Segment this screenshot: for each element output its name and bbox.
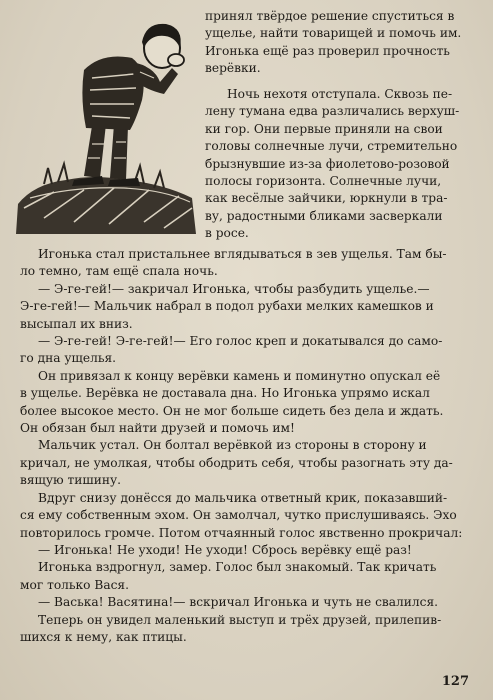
text-line: верёвки. <box>205 61 261 76</box>
text-line: — Э-ге-гей!— закричал Игонька, чтобы разбудить ущелье.— <box>38 281 430 296</box>
text-line: головы солнечные лучи, стремительно <box>205 139 458 154</box>
text-line: ло темно, там ещё спала ночь. <box>20 264 218 279</box>
text-line: — Э-ге-гей! Э-ге-гей!— Его голос креп и докатывался до само- <box>38 334 443 349</box>
text-line: ки гор. Они первые приняли на свои <box>205 121 443 136</box>
text-line: как весёлые зайчики, юркнули в тра- <box>205 191 448 206</box>
text-line: го дна ущелья. <box>20 351 117 366</box>
text-line: более высокое место. Он не мог больше сидеть без дела и ждать. <box>20 403 444 418</box>
text-line: принял твёрдое решение спуститься в <box>205 9 455 23</box>
page-number: 127 <box>441 674 469 689</box>
text-line: брызнувшие из-за фиолетово-розовой <box>205 156 450 171</box>
boy-on-rock-illustration <box>14 8 200 234</box>
text-line: кричал, не умолкая, чтобы ободрить себя, чтобы разогнать эту да- <box>20 455 453 470</box>
main-text-column <box>20 246 473 646</box>
text-line: шихся к нему, как птицы. <box>20 629 187 644</box>
text-line: Игонька стал пристальнее вглядываться в зев ущелья. Там бы- <box>38 247 447 261</box>
text-line: Э-ге-гей!— Мальчик набрал в подол рубахи мелких камешков и <box>20 299 434 314</box>
text-line: в ущелье. Верёвка не доставала дна. Но Игонька упрямо искал <box>20 386 430 401</box>
text-line: вящую тишину. <box>20 473 122 488</box>
text-line: ся ему собственным эхом. Он замолчал, чутко прислушиваясь. Эхо <box>20 508 457 523</box>
text-line: мог только Вася. <box>20 577 129 592</box>
text-line: Ночь нехотя отступала. Сквозь пе- <box>227 87 453 101</box>
text-line: лену тумана едва различались верхуш- <box>205 104 460 119</box>
paragraph-2 <box>205 86 471 243</box>
text-line: Игонька ещё раз проверил прочность <box>205 43 450 58</box>
text-line: Он привязал к концу верёвки камень и поминутно опускал её <box>38 368 441 383</box>
text-line: Мальчик устал. Он болтал верёвкой из стороны в сторону и <box>38 438 427 453</box>
text-line: Теперь он увидел маленький выступ и трёх друзей, прилепив- <box>38 612 442 627</box>
text-line: — Васька! Васятина!— вскричал Игонька и чуть не свалился. <box>38 595 439 610</box>
text-line: повторилось громче. Потом отчаянный голос явственно прокричал: <box>20 525 463 540</box>
text-line: Игонька вздрогнул, замер. Голос был знакомый. Так кричать <box>38 560 437 575</box>
paragraph-1 <box>205 8 471 78</box>
text-line: ущелье, найти товарищей и помочь им. <box>205 26 462 41</box>
text-line: Вдруг снизу донёсся до мальчика ответный крик, показавший- <box>38 490 448 505</box>
text-line: высыпал их вниз. <box>20 316 133 331</box>
text-line: ву, радостными бликами засверкали <box>205 208 443 223</box>
text-line: — Игонька! Не уходи! Не уходи! Сбрось верёвку ещё раз! <box>38 542 412 557</box>
text-line: полосы горизонта. Солнечные лучи, <box>205 174 442 189</box>
text-line: в росе. <box>205 226 249 241</box>
text-line: Он обязан был найти друзей и помочь им! <box>20 421 295 436</box>
